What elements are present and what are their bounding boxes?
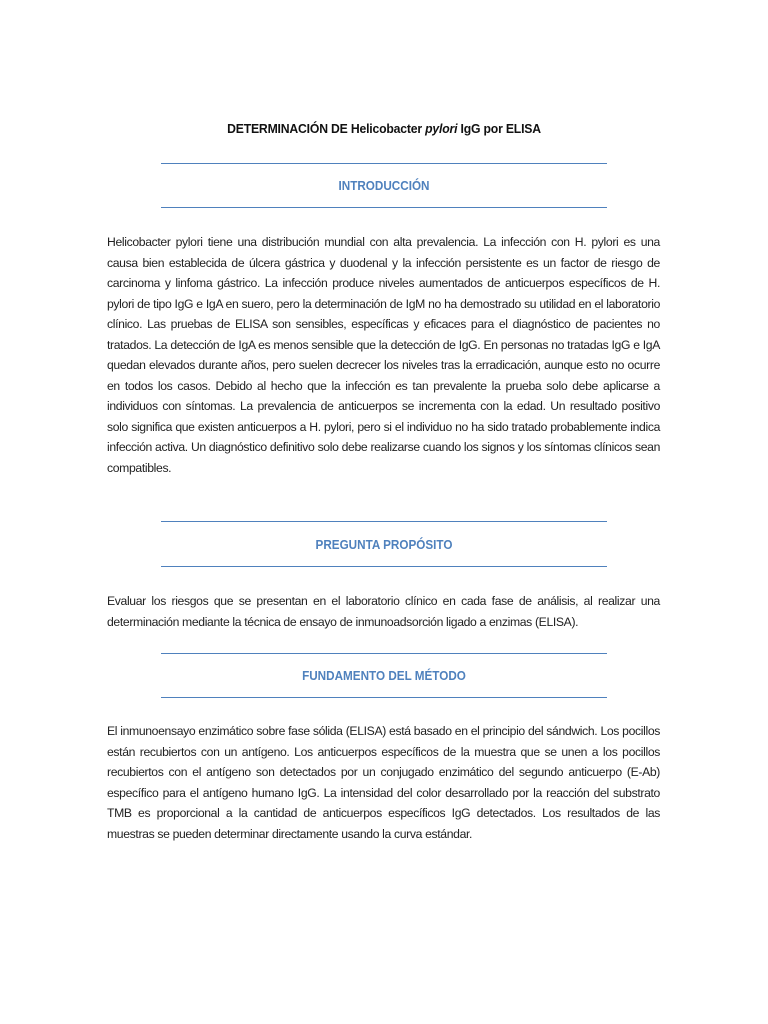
section-divider-bottom [161, 697, 607, 698]
title-suffix: IgG por ELISA [457, 121, 541, 136]
section-divider-bottom [161, 207, 607, 208]
section-body-pregunta-proposito: Evaluar los riesgos que se presentan en el laboratorio clínico en cada fase de análisis, al realizar una determinación mediante la técnica de ensayo de inmunoadsorción ligado a enzimas (ELISA). [107, 594, 660, 629]
section-divider-top [161, 653, 607, 654]
document-title [23, 121, 745, 136]
section-heading-introduccion: INTRODUCCIÓN [338, 178, 430, 193]
section-divider-top [161, 521, 607, 522]
section-divider-bottom [161, 566, 607, 567]
title-prefix: DETERMINACIÓN DE Helicobacter [227, 121, 426, 136]
section-body-introduccion: Helicobacter pylori tiene una distribución mundial con alta prevalencia. La infección con H. pylori es una causa bien establecida de úlcera gástrica y duodenal y la infección persistente es un factor de riesgo de carcinoma y linfoma gástrico. La infección produce niveles aumentados de anticuerpos específicos de H. pylori de tipo IgG e IgA en suero, pero la determinación de IgM no ha demostrado su utilidad en el laboratorio clínico. Las pruebas de ELISA son sensibles, específicas y eficaces para el diagnóstico de pacientes no tratados. La detección de IgA es menos sensible que la detección de IgG. En personas no tratadas IgG e IgA quedan elevados durante años, pero suelen decrecer los niveles tras la erradicación, aunque esto no ocurre en todos los casos. Debido al hecho que la infección es tan prevalente la prueba solo debe aplicarse a individuos con síntomas. La prevalencia de anticuerpos se incrementa con la edad. Un resultado positivo solo significa que existen anticuerpos a H. pylori, pero si el individuo no ha sido tratado probablemente indica infección activa. Un diagnóstico definitivo solo debe realizarse cuando los signos y los síntomas clínicos sean compatibles. [107, 235, 660, 475]
section-body-fundamento: El inmunoensayo enzimático sobre fase sólida (ELISA) está basado en el principio del sándwich. Los pocillos están recubiertos con un antígeno. Los anticuerpos específicos de la muestra que se unen a los pocillos recubiertos con el antígeno son detectados por un conjugado enzimático del segundo anticuerpo (E-Ab) específico para el antígeno humano IgG. La intensidad del color desarrollado por la reacción del substrato TMB es proporcional a la cantidad de anticuerpos específicos IgG detectados. Los resultados de las muestras se pueden determinar directamente usando la curva estándar. [107, 724, 660, 841]
section-heading-fundamento: FUNDAMENTO DEL MÉTODO [302, 668, 466, 683]
title-italic-species: pylori [425, 121, 458, 136]
section-heading-pregunta-proposito: PREGUNTA PROPÓSITO [315, 537, 453, 552]
section-divider-top [161, 163, 607, 164]
